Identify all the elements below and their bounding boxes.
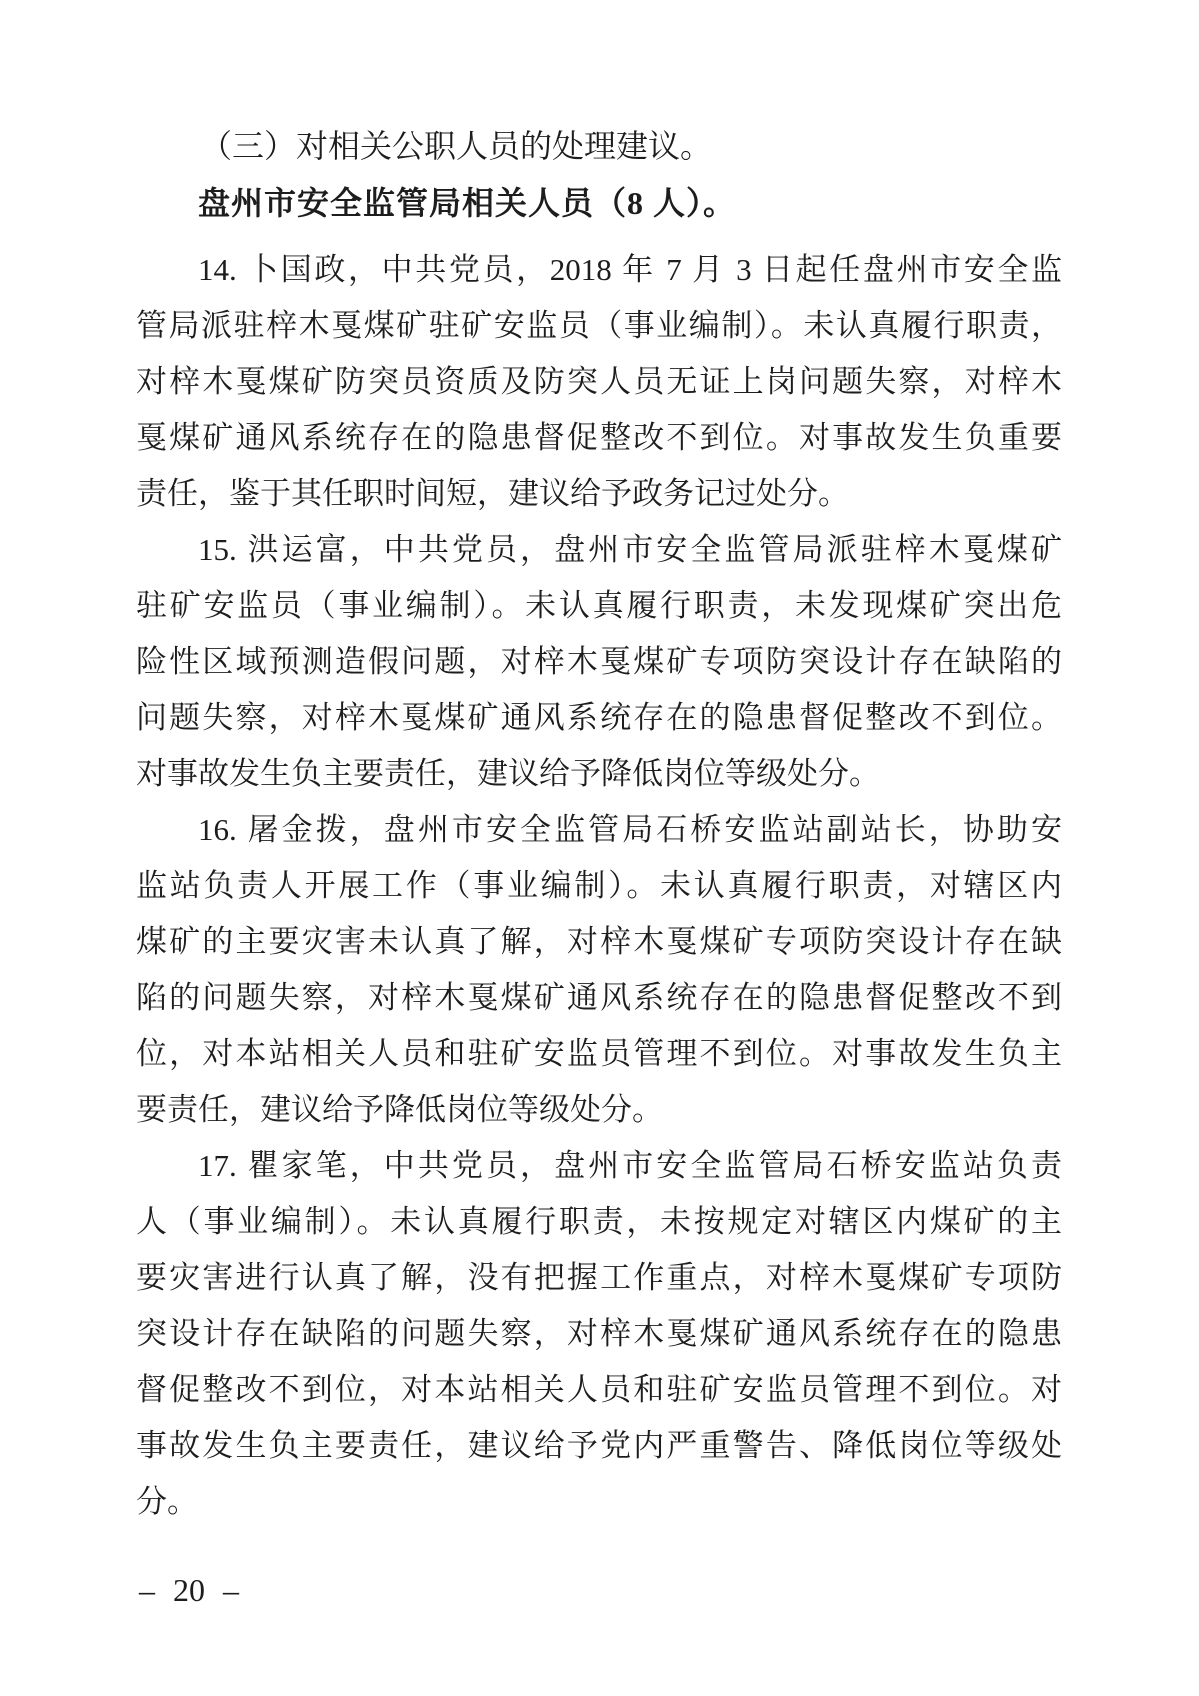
text-line-p17: 17. 瞿家笔，中共党员，盘州市安全监管局石桥安监站负责: [198, 1148, 1062, 1183]
text-line-p14: 对梓木戛煤矿防突员资质及防突人员无证上岗问题失察，对梓木: [136, 364, 1062, 399]
text-line-p17: 事故发生负主要责任，建议给予党内严重警告、降低岗位等级处: [136, 1428, 1062, 1463]
group-heading: 盘州市安全监管局相关人员（8 人）。: [198, 185, 737, 221]
text-line-p15: 对事故发生负主要责任，建议给予降低岗位等级处分。: [136, 756, 880, 791]
section-heading: （三）对相关公职人员的处理建议。: [200, 128, 713, 164]
text-line-p14: 戛煤矿通风系统存在的隐患督促整改不到位。对事故发生负重要: [136, 420, 1062, 455]
text-line-p15: 驻矿安监员（事业编制）。未认真履行职责，未发现煤矿突出危: [136, 588, 1062, 623]
text-line-p16: 位，对本站相关人员和驻矿安监员管理不到位。对事故发生负主: [136, 1036, 1062, 1071]
page-number: – 20 –: [139, 1572, 239, 1608]
text-line-p14: 管局派驻梓木戛煤矿驻矿安监员（事业编制）。未认真履行职责，: [136, 308, 1062, 343]
text-line-p15: 15. 洪运富，中共党员，盘州市安全监管局派驻梓木戛煤矿: [198, 532, 1062, 567]
text-line-p17: 督促整改不到位，对本站相关人员和驻矿安监员管理不到位。对: [136, 1372, 1062, 1407]
text-line-p15: 问题失察，对梓木戛煤矿通风系统存在的隐患督促整改不到位。: [136, 700, 1062, 735]
paragraphs: [136, 242, 1062, 1530]
text-line-p17: 突设计存在缺陷的问题失察，对梓木戛煤矿通风系统存在的隐患: [136, 1316, 1062, 1351]
text-line-p14: 14. 卜国政，中共党员，2018 年 7 月 3 日起任盘州市安全监: [198, 252, 1062, 287]
text-line-p14: 责任，鉴于其任职时间短，建议给予政务记过处分。: [136, 476, 849, 511]
text-line-p16: 煤矿的主要灾害未认真了解，对梓木戛煤矿专项防突设计存在缺: [136, 924, 1062, 959]
text-line-p17: 人（事业编制）。未认真履行职责，未按规定对辖区内煤矿的主: [136, 1204, 1062, 1239]
text-line-p17: 要灾害进行认真了解，没有把握工作重点，对梓木戛煤矿专项防: [136, 1260, 1062, 1295]
text-line-p16: 监站负责人开展工作（事业编制）。未认真履行职责，对辖区内: [136, 868, 1062, 903]
text-line-p15: 险性区域预测造假问题，对梓木戛煤矿专项防突设计存在缺陷的: [136, 644, 1062, 679]
document-body: [136, 118, 1062, 1530]
text-line-p16: 16. 屠金拨，盘州市安全监管局石桥安监站副站长，协助安: [198, 812, 1062, 847]
text-line-p16: 陷的问题失察，对梓木戛煤矿通风系统存在的隐患督促整改不到: [136, 980, 1062, 1015]
text-line-p17: 分。: [136, 1484, 198, 1519]
text-line-p16: 要责任，建议给予降低岗位等级处分。: [136, 1092, 663, 1127]
